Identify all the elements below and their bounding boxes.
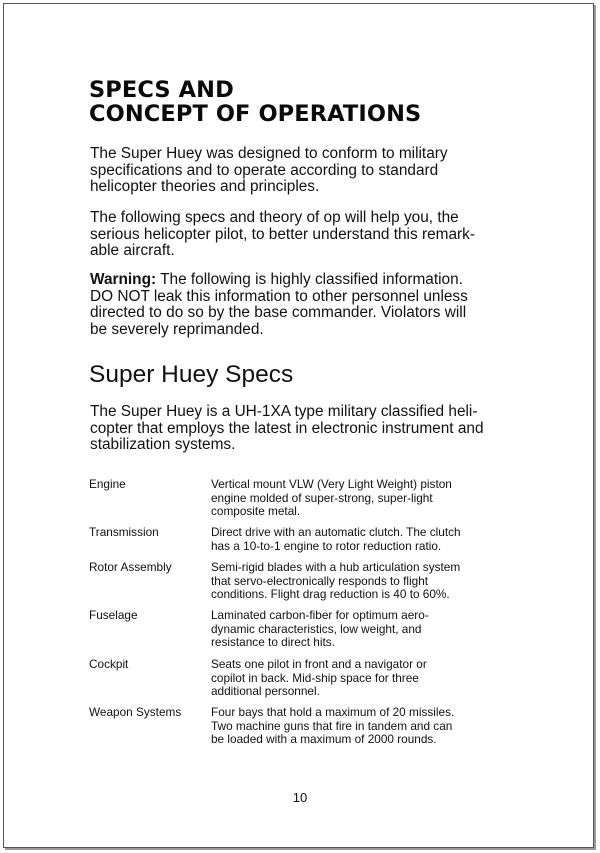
spec-label: Cockpit <box>89 657 129 671</box>
spec-label: Rotor Assembly <box>89 560 172 574</box>
spec-description-line: has a 10-to-1 engine to rotor reduction ratio. <box>211 538 442 553</box>
summary-line: stabilization systems. <box>90 436 236 454</box>
warning-label: Warning: <box>90 271 157 288</box>
intro-line: The Super Huey was designed to conform to military <box>90 145 448 162</box>
spec-description-line: Vertical mount VLW (Very Light Weight) piston <box>211 477 452 491</box>
intro-line: specifications and to operate according to standard <box>90 161 439 179</box>
spec-description-line: be loaded with a maximum of 2000 rounds. <box>211 732 437 746</box>
warning-line: directed to do so by the base commander. Violators will <box>90 304 467 322</box>
page-title <box>89 78 549 126</box>
summary-paragraph <box>90 404 510 454</box>
spec-description-line: Semi-rigid blades with a hub articulation system <box>211 560 461 574</box>
section-title: Super Huey Specs <box>89 361 294 388</box>
page-title-line-2: CONCEPT OF OPERATIONS <box>89 101 422 127</box>
warning-line: DO NOT leak this information to other personnel unless <box>90 287 468 305</box>
spec-label: Engine <box>89 477 126 491</box>
spec-label: Transmission <box>89 525 159 539</box>
warning-first-line <box>90 272 510 289</box>
spec-description-line: Two machine guns that fire in tandem and can <box>211 718 453 733</box>
spec-label: Fuselage <box>89 608 138 622</box>
summary-line: copter that employs the latest in electronic instrument and <box>90 419 484 437</box>
intro-paragraph <box>90 146 510 196</box>
spec-description-line: Laminated carbon-fiber for optimum aero- <box>211 608 429 622</box>
spec-description-line: composite metal. <box>211 504 301 518</box>
spec-description <box>211 658 511 699</box>
spec-label: Weapon Systems <box>89 705 182 719</box>
warning-paragraph <box>90 272 510 338</box>
intro-line: helicopter theories and principles. <box>90 178 320 196</box>
spec-description <box>211 706 511 747</box>
spec-description-line: resistance to direct hits. <box>211 635 335 649</box>
warning-line: be severely reprimanded. <box>90 320 264 338</box>
page-title-line-1: SPECS AND <box>89 77 234 103</box>
spec-description-line: additional personnel. <box>211 684 320 698</box>
spec-description-line: Seats one pilot in front and a navigator or <box>211 657 427 671</box>
spec-description <box>211 478 511 519</box>
summary-line: The Super Huey is a UH-1XA type military classified heli- <box>90 403 478 420</box>
purpose-line: serious helicopter pilot, to better understand this remark- <box>90 225 475 243</box>
purpose-line: The following specs and theory of op will help you, the <box>90 209 459 226</box>
spec-description-line: that servo-electronically responds to flight <box>211 573 429 588</box>
purpose-paragraph <box>90 210 510 260</box>
spec-description <box>211 561 511 602</box>
spec-description-line: dynamic characteristics, low weight, and <box>211 621 422 636</box>
spec-description <box>211 609 511 650</box>
warning-first-line-text: The following is highly classified information. <box>156 271 463 288</box>
purpose-line: able aircraft. <box>90 242 175 260</box>
page-number: 10 <box>292 790 308 805</box>
spec-description-line: copilot in back. Mid-ship space for three <box>211 670 419 685</box>
spec-description-line: conditions. Flight drag reduction is 40 to 60%. <box>211 587 450 601</box>
spec-description <box>211 526 511 553</box>
spec-description-line: engine molded of super-strong, super-light <box>211 490 433 505</box>
spec-description-line: Four bays that hold a maximum of 20 missiles. <box>211 705 455 719</box>
spec-description-line: Direct drive with an automatic clutch. The clutch <box>211 525 461 539</box>
